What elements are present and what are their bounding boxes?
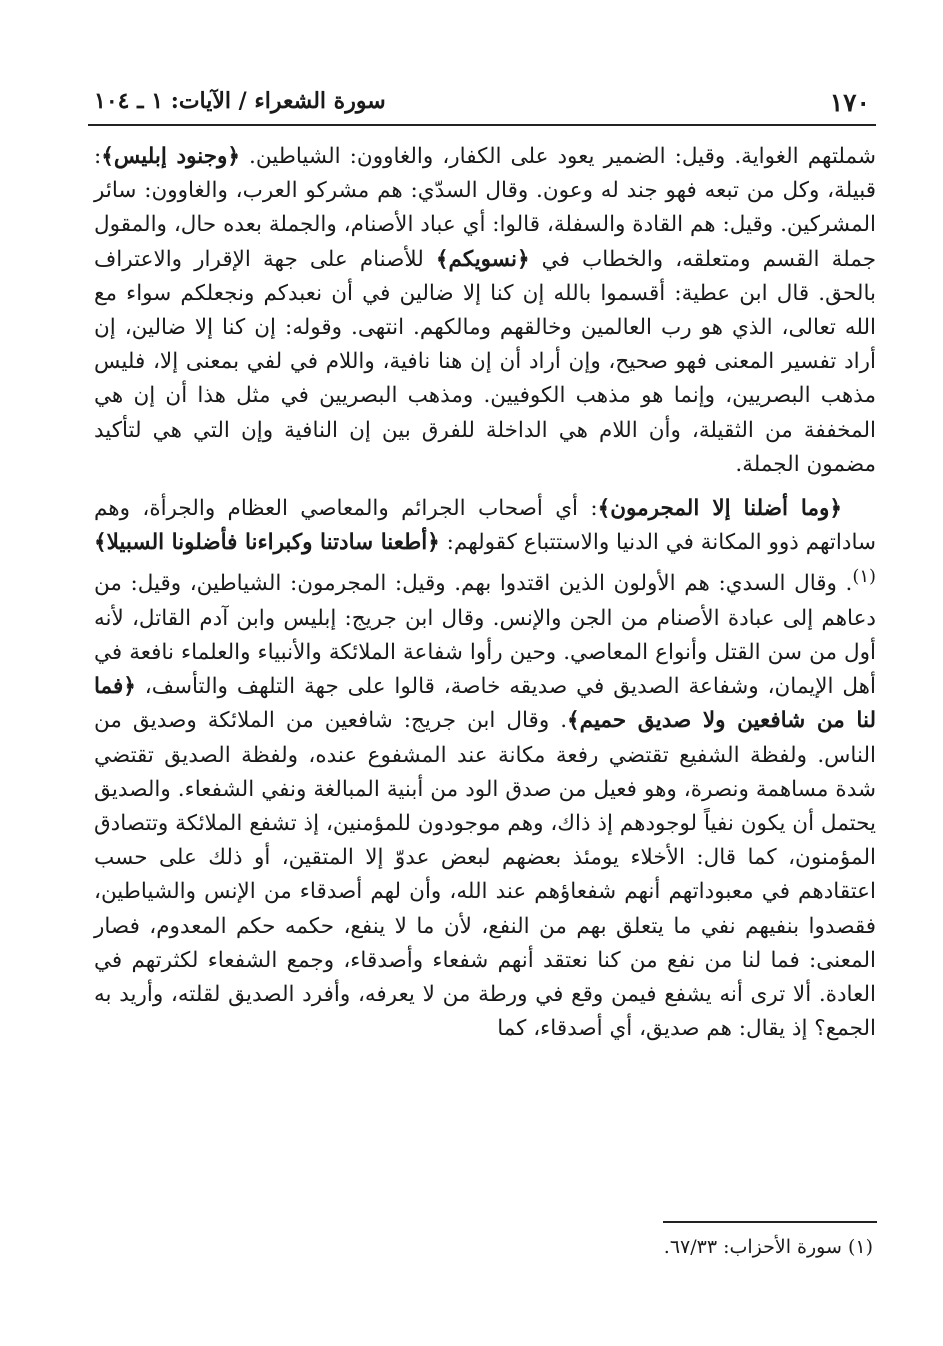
page-number: ١٧٠	[829, 88, 870, 117]
paragraph: ﴿وما أضلنا إلا المجرمون﴾: أي أصحاب الجرائم والمعاصي العظام والجرأة، وهم ساداتهم ذوو المكانة في الدنيا والاستتباع كقولهم: ﴿أطعنا سادتنا وكبراءنا فأضلونا السبيلا﴾$^{(١)}$. وقال السدي: هم الأولون الذين اقتدوا بهم. وقيل: المجرمون: الشياطين، وقيل: من دعاهم إلى عبادة الأصنام من الجن والإنس. وقال ابن جريج: إبليس وابن آدم القاتل، لأنه أول من سن القتل وأنواع المعاصي. وحين رأوا شفاعة الملائكة والأنبياء والعلماء نافعة في أهل الإيمان، وشفاعة الصديق في صديقه خاصة، قالوا على جهة التلهف والتأسف، ﴿فما لنا من شافعين ولا صديق حميم﴾. وقال ابن جريج: شافعين من الملائكة وصديق من الناس. ولفظة الشفيع تقتضي رفعة مكانة عند المشفوع عنده، ولفظة الصديق تقتضي شدة مساهمة ونصرة، وهو فعيل من صدق الود من أبنية المبالغة ونفي الشفعاء. والصديق يحتمل أن يكون نفياً لوجودهم إذ ذاك، وهم موجودون للمؤمنين، إذ تشفع الملائكة وتتصادق المؤمنون، كما قال: الأخلاء يومئذ بعضهم لبعض عدوّ إلا المتقين، أو ذلك على حسب اعتقادهم في معبوداتهم أنهم شفعاؤهم عند الله، وأن لهم أصدقاء من الإنس والشياطين، فقصدوا بنفيهم نفي ما يتعلق بهم من النفع، لأن ما لا ينفع، حكمه حكم المعدوم، فصار المعنى: فما لنا من نفع من كنا نعتقد أنهم شفعاء وأصدقاء، وجمع الشفعاء لكثرتهم في العادة. ألا ترى أنه يشفع فيمن وقع في ورطة من لا يعرفه، وأفرد الصديق لقلته، وأريد به الجمع؟ إذ يقال: هم صديق، أي أصدقاء، كما	[94, 496, 877, 1042]
footnote-divider	[663, 1221, 877, 1223]
quran-verse: ﴿نسويكم﴾	[435, 246, 530, 272]
page-header	[88, 84, 876, 126]
quran-verse: ﴿وجنود إبليس﴾	[101, 144, 240, 169]
quran-verse: ﴿وما أضلنا إلا المجرمون﴾	[597, 496, 842, 522]
body-text	[94, 140, 876, 1046]
paragraph: شملتهم الغواية. وقيل: الضمير يعود على الكفار، والغاوون: الشياطين. ﴿وجنود إبليس﴾: قبيلة، وكل من تبعه فهو جند له وعون. وقال السدّي: هم مشركو العرب، والغاوون: سائر المشركين. وقيل: هم القادة والسفلة، قالوا: أي عباد الأصنام، والجملة بعده حال، والمقول جملة القسم ومتعلقه، والخطاب في ﴿نسويكم﴾ للأصنام على جهة الإقرار والاعتراف بالحق. قال ابن عطية: أقسموا بالله إن كنا إلا ضالين في أن نعبدكم ونجعلكم سواء مع الله تعالى، الذي هو رب العالمين وخالقهم ومالكهم. انتهى. وقوله: إن كنا إلا ضالين، إن أراد تفسير المعنى فهو صحيح، وإن أراد أن إن هنا نافية، واللام في لفي بمعنى إلا، فليس مذهب البصريين، وإنما هو مذهب الكوفيين. ومذهب البصريين في مثل هذا أن إن هي المخففة من الثقيلة، وأن اللام هي الداخلة للفرق بين إن النافية وإن التي هي لتأكيد مضمون الجملة.	[94, 144, 876, 477]
running-title: سورة الشعراء / الآيات: ١ ـ ١٠٤	[94, 88, 386, 114]
quran-verse: ﴿أطعنا سادتنا وكبراءنا فأضلونا السبيلا﴾	[94, 530, 440, 556]
quran-verse: ﴿فما لنا من شافعين ولا صديق حميم﴾	[94, 674, 877, 734]
footnote: (١) سورة الأحزاب: ٦٧/٣٣.	[663, 1236, 873, 1258]
footnote-marker: (١)	[852, 566, 876, 588]
